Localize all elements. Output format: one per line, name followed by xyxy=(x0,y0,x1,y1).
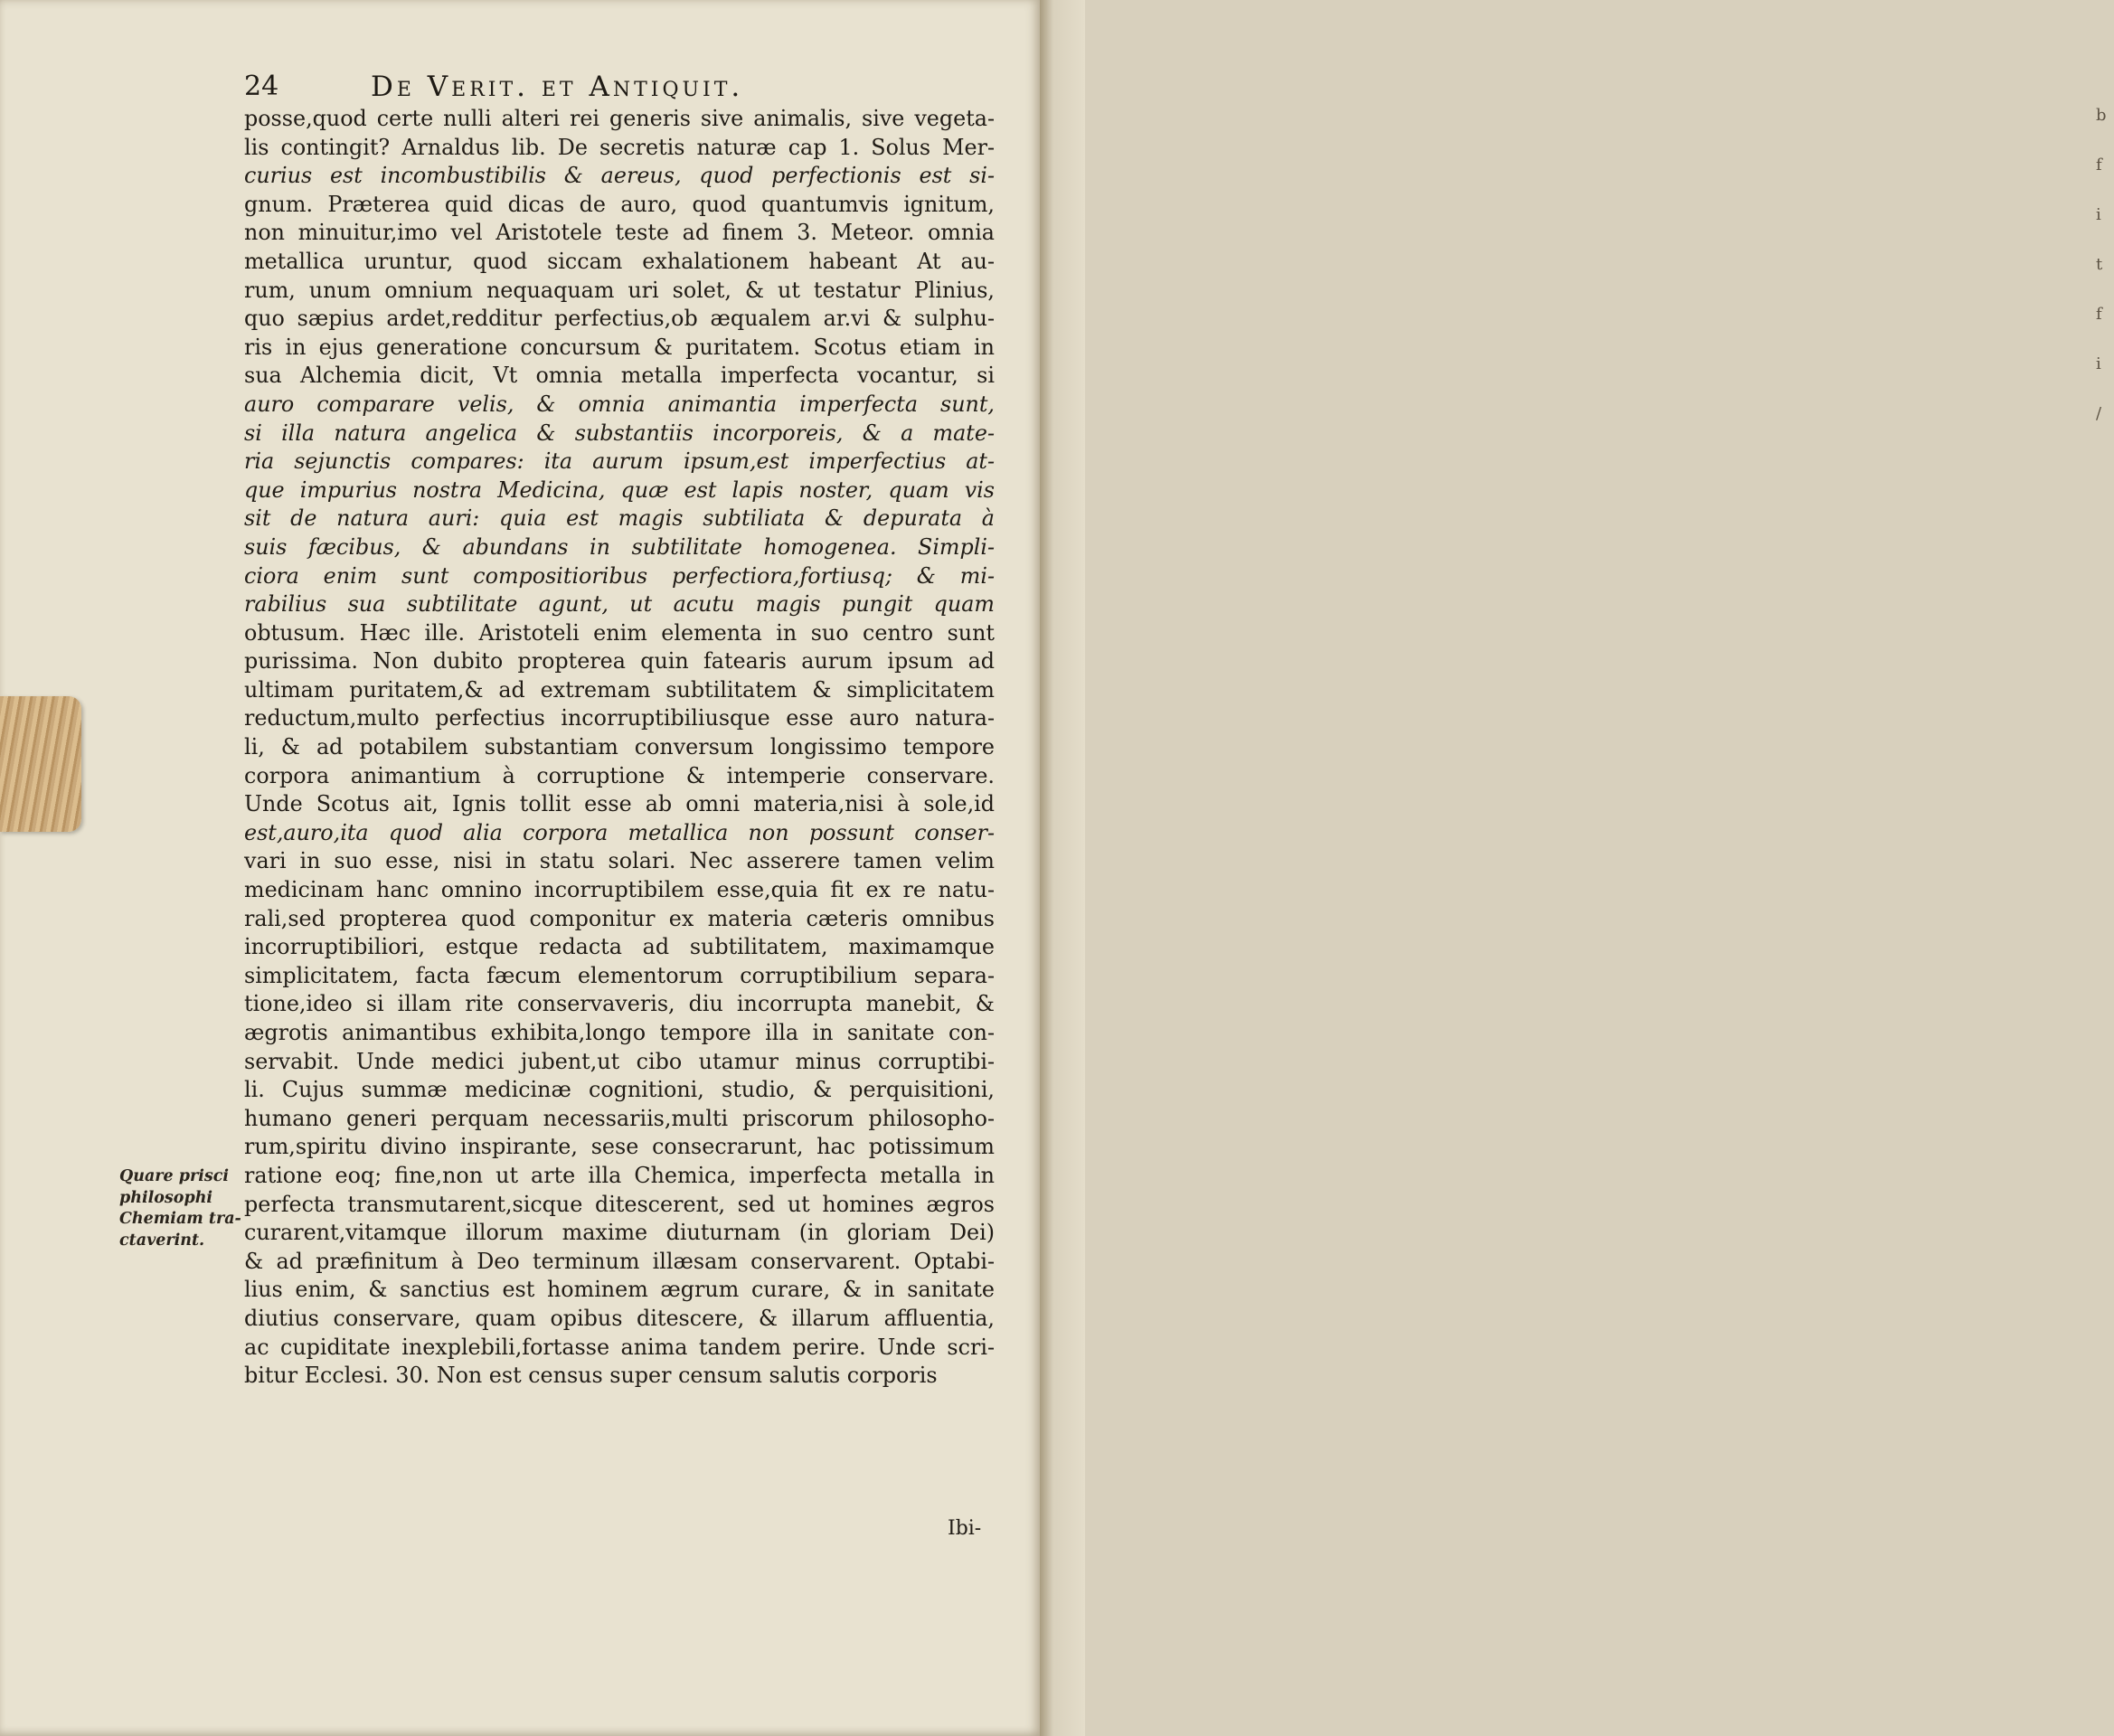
edge-mark: f xyxy=(2096,156,2102,175)
text-line: curarent,vitamque illorum maxime diuturnam (in gloriam Dei) xyxy=(244,1220,995,1246)
text-line: rum, unum omnium nequaquam uri solet, & ut testatur Plinius, xyxy=(244,277,995,303)
text-line: reductum,multo perfectius incorruptibiliusque esse auro natura- xyxy=(244,705,995,731)
text-line: rali,sed propterea quod componitur ex materia cæteris omnibus xyxy=(244,905,995,931)
text-line: ciora enim sunt compositioribus perfectiora,fortiusq; & mi- xyxy=(244,562,995,589)
text-line: posse,quod certe nulli alteri rei generis sive animalis, sive vegeta- xyxy=(244,106,995,131)
edge-mark: i xyxy=(2096,354,2101,373)
text-line: ægrotis animantibus exhibita,longo tempore illa in sanitate con- xyxy=(244,1020,995,1045)
text-line: simplicitatem, facta fæcum elementorum corruptibilium separa- xyxy=(244,962,995,988)
text-line: rum,spiritu divino inspirante, sese consecrarunt, hac potissimum xyxy=(244,1134,995,1160)
margin-note-line: ctaverint. xyxy=(119,1231,205,1250)
catchword: Ibi- xyxy=(948,1517,982,1540)
text-line: sit de natura auri: quia est magis subtiliata & depurata à xyxy=(244,505,995,532)
text-line: tione,ideo si illam rite conservaveris, diu incorrupta manebit, & xyxy=(244,991,995,1017)
margin-note xyxy=(119,1166,255,1251)
text-line: medicinam hanc omnino incorruptibilem esse,quia fit ex re natu- xyxy=(244,877,995,903)
text-line: rabilius sua subtilitate agunt, ut acutu magis pungit quam xyxy=(244,591,995,618)
text-line: obtusum. Hæc ille. Aristoteli enim elementa in suo centro sunt xyxy=(244,619,995,646)
text-line: corpora animantium à corruptione & intemperie conservare. xyxy=(244,762,995,788)
margin-note-line: Chemiam tra- xyxy=(119,1210,241,1228)
margin-note-line: philosophi xyxy=(119,1188,213,1207)
text-line: purissima. Non dubito propterea quin fatearis aurum ipsum ad xyxy=(244,648,995,675)
text-line: que impurius nostra Medicina, quæ est lapis noster, quam vis xyxy=(244,476,995,503)
text-line: ultimam puritatem,& ad extremam subtilitatem & simplicitatem xyxy=(244,676,995,703)
text-line: li, & ad potabilem substantiam conversum longissimo tempore xyxy=(244,734,995,760)
text-line: servabit. Unde medici jubent,ut cibo utamur minus corruptibi- xyxy=(244,1048,995,1074)
text-line: li. Cujus summæ medicinæ cognitioni, studio, & perquisitioni, xyxy=(244,1077,995,1103)
text-line: ratione eoq; fine,non ut arte illa Chemica, imperfecta metalla in xyxy=(244,1162,995,1188)
main-text xyxy=(244,105,995,1391)
text-line: perfecta transmutarent,sicque ditescerent, sed ut homines ægros xyxy=(244,1191,995,1217)
text-line: vari in suo esse, nisi in statu solari. Nec asserere tamen velim xyxy=(244,848,995,874)
text-line: non minuitur,imo vel Aristotele teste ad finem 3. Meteor. omnia xyxy=(244,220,995,246)
edge-mark: f xyxy=(2096,305,2102,324)
text-line: auro comparare velis, & omnia animantia imperfecta sunt, xyxy=(244,391,995,417)
text-line: ac cupiditate inexplebili,fortasse anima tandem perire. Unde scri- xyxy=(244,1334,995,1360)
text-line: Unde Scotus ait, Ignis tollit esse ab omni materia,nisi à sole,id xyxy=(244,791,995,817)
page-number: 24 xyxy=(244,71,279,102)
text-line: ris in ejus generatione concursum & puritatem. Scotus etiam in xyxy=(244,334,995,360)
next-page-edge xyxy=(1040,0,2107,1736)
edge-mark: b xyxy=(2096,106,2107,125)
text-line: bitur Ecclesi. 30. Non est census super censum salutis corporis xyxy=(244,1363,938,1389)
margin-note-line: Quare prisci xyxy=(119,1167,230,1185)
edge-mark: i xyxy=(2096,205,2101,224)
text-line: incorruptibiliori, estque redacta ad subtilitatem, maximamque xyxy=(244,934,995,960)
text-line: si illa natura angelica & substantiis incorporeis, & a mate- xyxy=(244,420,995,446)
text-line: quo sæpius ardet,redditur perfectius,ob æqualem ar.vi & sulphu- xyxy=(244,306,995,332)
text-line: est,auro,ita quod alia corpora metallica non possunt conser- xyxy=(244,819,995,845)
text-line: diutius conservare, quam opibus ditescere, & illarum affluentia, xyxy=(244,1305,995,1331)
text-line: humano generi perquam necessariis,multi priscorum philosopho- xyxy=(244,1105,995,1131)
bookmark-tab xyxy=(0,696,81,832)
book-page xyxy=(0,0,1040,1736)
text-line: gnum. Præterea quid dicas de auro, quod quantumvis ignitum, xyxy=(244,191,995,217)
text-line: sua Alchemia dicit, Vt omnia metalla imperfecta vocantur, si xyxy=(244,363,995,389)
edge-mark: / xyxy=(2096,404,2102,423)
text-line: lis contingit? Arnaldus lib. De secretis naturæ cap 1. Solus Mer- xyxy=(244,134,995,160)
text-line: suis fæcibus, & abundans in subtilitate homogenea. Simpli- xyxy=(244,533,995,560)
text-line: ria sejunctis compares: ita aurum ipsum,est imperfectius at- xyxy=(244,448,995,475)
text-line: metallica uruntur, quod siccam exhalationem habeant At au- xyxy=(244,248,995,274)
text-line: lius enim, & sanctius est hominem ægrum curare, & in sanitate xyxy=(244,1277,995,1303)
text-line: & ad præfinitum à Deo terminum illæsam conservarent. Optabi- xyxy=(244,1248,995,1274)
edge-mark: t xyxy=(2096,255,2103,274)
running-title: De Verit. et Antiquit. xyxy=(371,71,744,103)
text-line: curius est incombustibilis & aereus, quod perfectionis est si- xyxy=(244,163,995,189)
edge-marks xyxy=(2096,90,2114,439)
